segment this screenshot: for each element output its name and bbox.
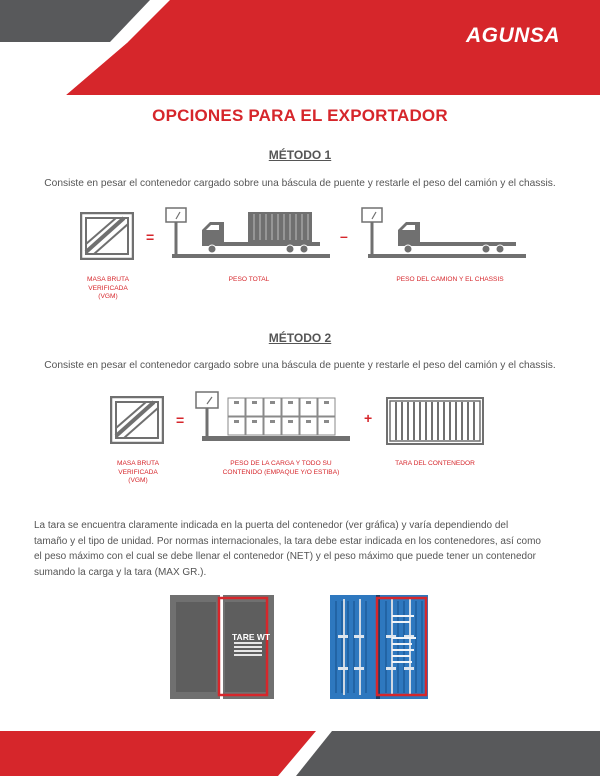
footer-gray-shape: [296, 731, 600, 776]
company-logo: AGUNSA: [466, 24, 561, 47]
footer-red-shape: [0, 731, 316, 776]
caption-total-weight: PESO TOTAL: [228, 276, 270, 283]
minus-sign: –: [340, 228, 348, 244]
footer-banner: [0, 731, 600, 776]
tare-wt-label: TARE WT: [232, 632, 271, 642]
caption-truck-weight: PESO DEL CAMION Y EL CHASSIS: [396, 276, 504, 283]
empty-container-icon: [386, 397, 484, 445]
banner-gray-shape: [0, 0, 150, 42]
crate-icon: [80, 212, 134, 260]
method1-description: Consiste en pesar el contenedor cargado sobre una báscula de puente y restarle el peso del camión y el chassis.: [44, 178, 556, 189]
truck-scale-empty-icon: [358, 206, 528, 264]
caption-cargo-weight: PESO DE LA CARGA Y TODO SU CONTENIDO (EMPAQUE Y/O ESTIBA): [222, 460, 340, 476]
equals-sign: =: [146, 229, 155, 245]
truck-scale-loaded-icon: [162, 206, 332, 264]
container-door-diagram: [170, 595, 274, 699]
method2-description: Consiste en pesar el contenedor cargado sobre una báscula de puente y restarle el peso del camión y el chassis.: [44, 360, 556, 371]
caption-vgm-1: MASA BRUTA VERIFICADA (VGM): [86, 276, 129, 300]
equals-sign-2: =: [176, 412, 185, 428]
caption-tare: TARA DEL CONTENEDOR: [395, 460, 475, 467]
blue-container-door-image: [330, 595, 428, 699]
method1-heading: MÉTODO 1: [268, 148, 332, 162]
tare-paragraph: La tara se encuentra claramente indicada en la puerta del contenedor (ver gráfica) y varía dependiendo del tamaño y el tipo de unidad. Por normas internacionales, la tara debe estar indicada en los contenedores, así como el peso máximo con el cual se debe llenar el contenedor (NET) y el peso máximo que puede tener un contenedor sumando la carga y la tara (MAX GR.).: [34, 520, 541, 578]
page-title: OPCIONES PARA EL EXPORTADOR: [152, 106, 448, 125]
crate-icon-2: [110, 396, 164, 444]
caption-vgm-2: MASA BRUTA VERIFICADA (VGM): [116, 460, 159, 484]
plus-sign: +: [364, 410, 373, 426]
scale-with-boxes-icon: [192, 390, 352, 448]
method2-heading: MÉTODO 2: [268, 331, 332, 345]
